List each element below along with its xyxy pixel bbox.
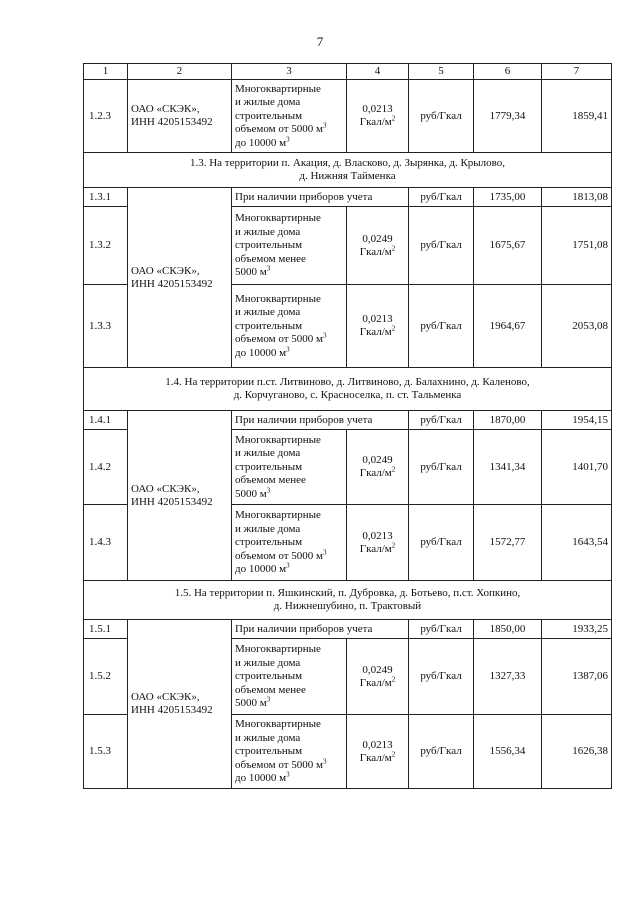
unit-cell: руб/Гкал — [409, 411, 474, 430]
norm-cell — [347, 285, 409, 368]
desc-line: строительным — [235, 109, 303, 122]
norm-cell — [347, 715, 409, 789]
superscript: 3 — [286, 770, 290, 779]
norm-cell — [347, 207, 409, 285]
tariff-value: 1556,34 — [474, 715, 542, 789]
unit-cell: руб/Гкал — [409, 207, 474, 285]
header-cell: 1 — [84, 64, 128, 80]
header-cell: 5 — [409, 64, 474, 80]
norm-value: 0,0213 — [362, 313, 393, 325]
norm-unit: Гкал/м — [359, 467, 392, 480]
tariff-value: 1341,34 — [474, 430, 542, 505]
norm-value: 0,0213 — [362, 738, 393, 751]
tariff-value: 2053,08 — [542, 285, 612, 368]
superscript: 2 — [391, 114, 396, 123]
desc-line: строительным — [235, 239, 303, 252]
org-name: ОАО «СКЭК», — [131, 691, 200, 703]
desc-line: объемом от 5000 м — [235, 549, 323, 562]
tariff-value: 1870,00 — [474, 411, 542, 430]
desc-line: и жилые дома — [235, 447, 301, 460]
description-cell: При наличии приборов учета — [232, 188, 409, 207]
desc-line: объемом от 5000 м — [235, 758, 323, 771]
superscript: 2 — [391, 675, 396, 684]
section-row — [84, 581, 612, 620]
superscript: 3 — [322, 756, 327, 765]
norm-unit: Гкал/м — [359, 326, 392, 339]
superscript: 3 — [266, 264, 271, 273]
desc-line: строительным — [235, 460, 303, 473]
desc-line: Многоквартирные — [235, 82, 321, 95]
norm-cell — [347, 505, 409, 581]
desc-line: до 10000 м — [235, 772, 287, 785]
row-number: 1.3.2 — [84, 207, 128, 285]
section-line: д. Нижняя Тайменка — [299, 170, 396, 183]
row-number: 1.3.1 — [84, 188, 128, 207]
table-row — [84, 620, 612, 639]
desc-line: до 10000 м — [235, 563, 287, 576]
unit-cell: руб/Гкал — [409, 430, 474, 505]
desc-line: и жилые дома — [235, 225, 301, 238]
unit-cell: руб/Гкал — [409, 188, 474, 207]
desc-line: до 10000 м — [235, 346, 287, 359]
section-heading — [84, 153, 612, 188]
desc-line: строительным — [235, 745, 303, 758]
table-row — [84, 80, 612, 153]
desc-line: и жилые дома — [235, 522, 301, 535]
desc-line: Многоквартирные — [235, 292, 321, 305]
superscript: 3 — [286, 344, 290, 353]
tariff-value: 1751,08 — [542, 207, 612, 285]
desc-line: и жилые дома — [235, 96, 301, 109]
superscript: 3 — [322, 331, 327, 340]
description-cell: При наличии приборов учета — [232, 411, 409, 430]
section-heading — [84, 581, 612, 620]
description-cell — [232, 207, 347, 285]
desc-line: Многоквартирные — [235, 643, 321, 656]
desc-line: Многоквартирные — [235, 509, 321, 522]
section-line: 1.3. На территории п. Акация, д. Власково, д. Зырянка, д. Крылово, — [189, 157, 506, 169]
section-line: 1.4. На территории п.ст. Литвиново, д. Литвиново, д. Балахнино, д. Каленово, — [165, 376, 530, 388]
section-line: д. Нижнешубино, п. Трактовый — [273, 600, 422, 613]
description-cell — [232, 80, 347, 153]
unit-cell: руб/Гкал — [409, 285, 474, 368]
desc-line: 5000 м — [235, 697, 267, 710]
desc-line: 5000 м — [235, 266, 267, 279]
organization-cell — [128, 411, 232, 581]
page-number: 7 — [316, 34, 324, 49]
desc-line: Многоквартирные — [235, 433, 321, 446]
org-inn: ИНН 4205153492 — [131, 495, 213, 508]
superscript: 2 — [391, 750, 396, 759]
organization-cell — [128, 80, 232, 153]
tariff-value: 1643,54 — [542, 505, 612, 581]
norm-unit: Гкал/м — [359, 542, 392, 555]
table-row — [84, 411, 612, 430]
desc-line: до 10000 м — [235, 136, 287, 149]
org-inn: ИНН 4205153492 — [131, 277, 213, 290]
row-number: 1.4.2 — [84, 430, 128, 505]
description-cell — [232, 430, 347, 505]
norm-cell — [347, 639, 409, 715]
tariff-value: 1401,70 — [542, 430, 612, 505]
desc-line: строительным — [235, 670, 303, 683]
tariff-value: 1850,00 — [474, 620, 542, 639]
section-heading — [84, 368, 612, 411]
superscript: 2 — [391, 541, 396, 550]
description-cell — [232, 285, 347, 368]
desc-line: и жилые дома — [235, 656, 301, 669]
norm-cell — [347, 430, 409, 505]
org-inn: ИНН 4205153492 — [131, 116, 213, 129]
row-number: 1.4.3 — [84, 505, 128, 581]
description-cell — [232, 505, 347, 581]
unit-cell: руб/Гкал — [409, 639, 474, 715]
unit-cell: руб/Гкал — [409, 80, 474, 153]
superscript: 3 — [286, 561, 290, 570]
tariff-value: 1675,67 — [474, 207, 542, 285]
desc-line: и жилые дома — [235, 306, 301, 319]
row-number: 1.5.3 — [84, 715, 128, 789]
desc-line: строительным — [235, 536, 303, 549]
organization-cell — [128, 188, 232, 368]
row-number: 1.2.3 — [84, 80, 128, 153]
desc-line: Многоквартирные — [235, 718, 321, 731]
row-number: 1.5.2 — [84, 639, 128, 715]
desc-line: объемом менее — [235, 474, 306, 487]
unit-cell: руб/Гкал — [409, 620, 474, 639]
row-number: 1.5.1 — [84, 620, 128, 639]
header-cell: 2 — [128, 64, 232, 80]
header-cell: 4 — [347, 64, 409, 80]
desc-line: строительным — [235, 319, 303, 332]
section-row — [84, 153, 612, 188]
org-name: ОАО «СКЭК», — [131, 264, 200, 277]
norm-unit: Гкал/м — [359, 116, 392, 129]
superscript: 3 — [322, 121, 327, 130]
org-name: ОАО «СКЭК», — [131, 482, 200, 495]
section-row — [84, 368, 612, 411]
superscript: 3 — [286, 134, 290, 143]
tariff-value: 1572,77 — [474, 505, 542, 581]
desc-line: и жилые дома — [235, 731, 301, 744]
superscript: 3 — [322, 547, 327, 556]
superscript: 3 — [266, 695, 271, 704]
desc-line: объемом менее — [235, 252, 306, 265]
desc-line: объемом от 5000 м — [235, 123, 323, 136]
table-header-row — [84, 64, 612, 80]
org-name: ОАО «СКЭК», — [131, 103, 200, 115]
tariff-value: 1387,06 — [542, 639, 612, 715]
tariff-value: 1954,15 — [542, 411, 612, 430]
norm-cell — [347, 80, 409, 153]
desc-line: объемом от 5000 м — [235, 333, 323, 346]
organization-cell — [128, 620, 232, 789]
tariff-value: 1813,08 — [542, 188, 612, 207]
tariff-value: 1933,25 — [542, 620, 612, 639]
norm-value: 0,0213 — [362, 103, 393, 115]
table-row — [84, 188, 612, 207]
tariff-table — [83, 63, 612, 789]
norm-value: 0,0249 — [362, 232, 393, 245]
superscript: 2 — [391, 324, 396, 333]
desc-line: объемом менее — [235, 683, 306, 696]
row-number: 1.4.1 — [84, 411, 128, 430]
desc-line: 5000 м — [235, 487, 267, 500]
norm-value: 0,0213 — [362, 529, 393, 542]
tariff-value: 1964,67 — [474, 285, 542, 368]
description-cell: При наличии приборов учета — [232, 620, 409, 639]
description-cell — [232, 639, 347, 715]
norm-value: 0,0249 — [362, 663, 393, 676]
unit-cell: руб/Гкал — [409, 715, 474, 789]
norm-unit: Гкал/м — [359, 245, 392, 258]
tariff-value: 1327,33 — [474, 639, 542, 715]
row-number: 1.3.3 — [84, 285, 128, 368]
header-cell: 3 — [232, 64, 347, 80]
superscript: 2 — [391, 244, 396, 253]
description-cell — [232, 715, 347, 789]
superscript: 2 — [391, 465, 396, 474]
header-cell: 6 — [474, 64, 542, 80]
norm-unit: Гкал/м — [359, 751, 392, 764]
tariff-value: 1735,00 — [474, 188, 542, 207]
section-line: 1.5. На территории п. Яшкинский, п. Дубровка, д. Ботьево, п.ст. Хопкино, — [174, 587, 521, 599]
section-line: д. Корчуганово, с. Красноселка, п. ст. Тальменка — [233, 389, 462, 402]
desc-line: Многоквартирные — [235, 212, 321, 225]
tariff-value: 1626,38 — [542, 715, 612, 789]
tariff-value: 1779,34 — [474, 80, 542, 153]
superscript: 3 — [266, 485, 271, 494]
tariff-value: 1859,41 — [542, 80, 612, 153]
unit-cell: руб/Гкал — [409, 505, 474, 581]
header-cell: 7 — [542, 64, 612, 80]
org-inn: ИНН 4205153492 — [131, 704, 213, 717]
norm-unit: Гкал/м — [359, 676, 392, 689]
norm-value: 0,0249 — [362, 454, 393, 466]
